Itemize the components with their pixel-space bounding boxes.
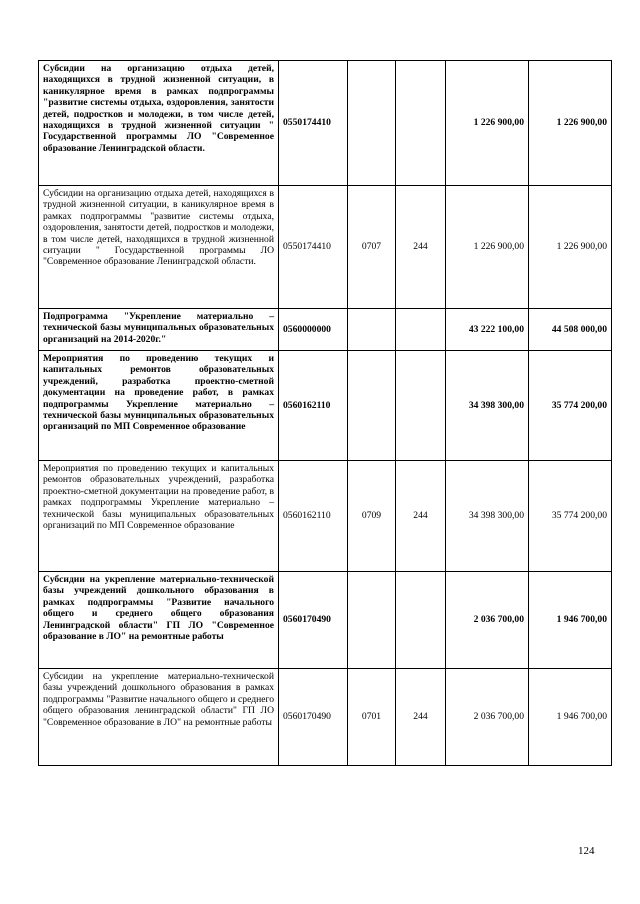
row-section-cell: 0707 (348, 186, 396, 309)
table-row (39, 61, 612, 186)
row-code-cell: 0560000000 (279, 309, 348, 351)
row-amount2-cell: 44 508 000,00 (529, 309, 612, 351)
table-row (39, 461, 612, 572)
row-type-cell (396, 572, 446, 669)
row-section-cell: 0709 (348, 461, 396, 572)
row-amount1-cell: 34 398 300,00 (446, 351, 529, 461)
row-type-cell (396, 309, 446, 351)
row-name-cell: Субсидии на организацию отдыха детей, находящихся в трудной жизненной ситуации, в каникулярное время в рамках подпрограммы "развитие системы отдыха, оздоровления, занятости детей, подростков и молодежи, в том числе детей, находящихся в трудной жизненной ситуации " Государственной программы ЛО "Современное образование Ленинградской области. (39, 61, 279, 186)
row-name-cell: Субсидии на укрепление материально-технической базы учреждений дошкольного образования в рамках подпрограммы "Развитие начального общего и среднего общего образования ленинградской области" ГП ЛО "Современное образование в ЛО" на ремонтные работы (39, 669, 279, 766)
row-type-cell: 244 (396, 461, 446, 572)
row-amount1-cell: 2 036 700,00 (446, 669, 529, 766)
row-amount2-cell: 1 226 900,00 (529, 61, 612, 186)
row-code-cell: 0550174410 (279, 186, 348, 309)
row-name-cell: Субсидии на укрепление материально-технической базы учреждений дошкольного образования в рамках подпрограммы "Развитие начального общего и среднего общего образования Ленинградской области" ГП ЛО "Современное образование в ЛО" на ремонтные работы (39, 572, 279, 669)
row-code-cell: 0560170490 (279, 669, 348, 766)
budget-table-body (39, 61, 612, 766)
row-section-cell (348, 309, 396, 351)
table-row (39, 572, 612, 669)
table-row (39, 669, 612, 766)
row-amount2-cell: 1 226 900,00 (529, 186, 612, 309)
row-code-cell: 0560162110 (279, 351, 348, 461)
row-amount1-cell: 43 222 100,00 (446, 309, 529, 351)
row-amount2-cell: 35 774 200,00 (529, 351, 612, 461)
page-number: 124 (578, 845, 595, 857)
row-name-cell: Субсидии на организацию отдыха детей, находящихся в трудной жизненной ситуации, в каникулярное время в рамках подпрограммы "развитие системы отдыха, оздоровления, занятости детей, подростков и молодежи, в том числе детей, находящихся в трудной жизненной ситуации " Государственной программы ЛО "Современное образование Ленинградской области. (39, 186, 279, 309)
row-section-cell (348, 351, 396, 461)
row-name-cell: Подпрограмма "Укрепление материально – технической базы муниципальных образовательных организаций на 2014-2020г." (39, 309, 279, 351)
row-code-cell: 0550174410 (279, 61, 348, 186)
row-section-cell (348, 61, 396, 186)
row-code-cell: 0560170490 (279, 572, 348, 669)
row-amount1-cell: 1 226 900,00 (446, 186, 529, 309)
row-type-cell (396, 61, 446, 186)
budget-table (38, 60, 612, 766)
table-row (39, 309, 612, 351)
row-section-cell (348, 572, 396, 669)
row-amount1-cell: 1 226 900,00 (446, 61, 529, 186)
row-name-cell: Мероприятия по проведению текущих и капитальных ремонтов образовательных учреждений, разработка проектно-сметной документации на проведение работ, в рамках подпрограммы Укрепление материально – технической базы муниципальных образовательных организаций по МП Современное образование (39, 351, 279, 461)
row-amount2-cell: 1 946 700,00 (529, 572, 612, 669)
row-amount1-cell: 2 036 700,00 (446, 572, 529, 669)
row-code-cell: 0560162110 (279, 461, 348, 572)
row-amount1-cell: 34 398 300,00 (446, 461, 529, 572)
row-section-cell: 0701 (348, 669, 396, 766)
table-row (39, 186, 612, 309)
row-amount2-cell: 1 946 700,00 (529, 669, 612, 766)
row-name-cell: Мероприятия по проведению текущих и капитальных ремонтов образовательных учреждений, разработка проектно-сметной документации на проведение работ, в рамках подпрограммы Укрепление материально – технической базы муниципальных образовательных организаций по МП Современное образование (39, 461, 279, 572)
row-amount2-cell: 35 774 200,00 (529, 461, 612, 572)
table-row (39, 351, 612, 461)
row-type-cell: 244 (396, 186, 446, 309)
row-type-cell (396, 351, 446, 461)
row-type-cell: 244 (396, 669, 446, 766)
